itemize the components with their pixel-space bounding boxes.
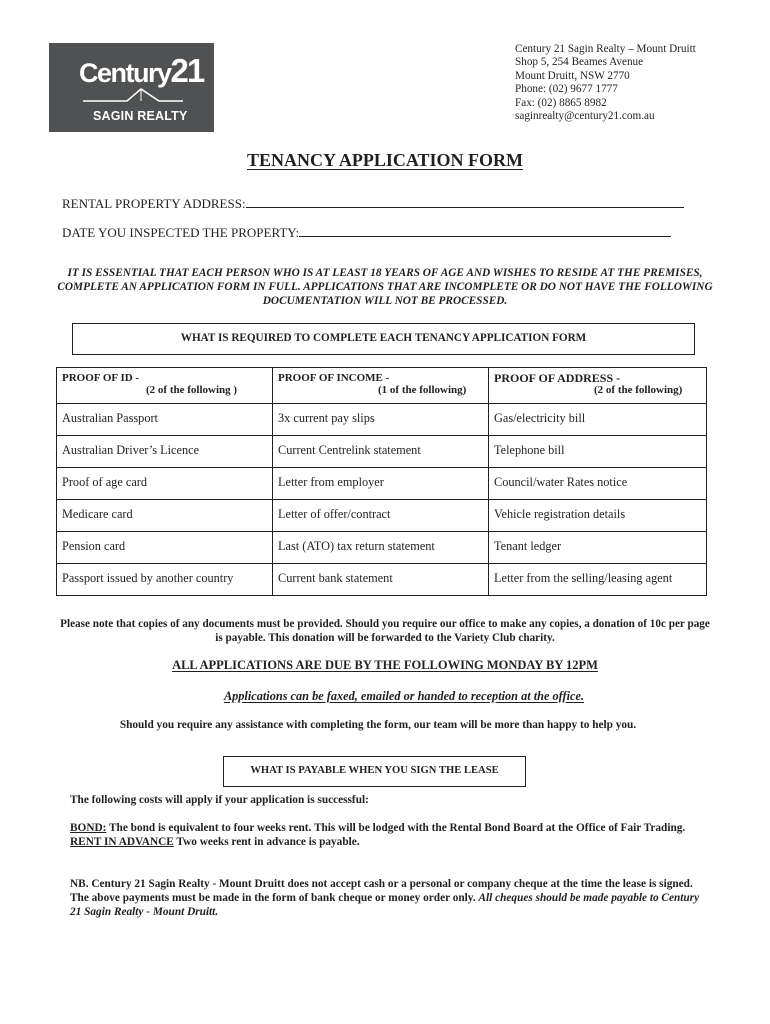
office-street: Shop 5, 254 Beames Avenue	[515, 56, 644, 69]
table-row	[57, 468, 707, 500]
table-cell: Current bank statement	[273, 564, 489, 596]
table-row	[57, 500, 707, 532]
proof-of-id-header: PROOF OF ID - (2 of the following )	[57, 368, 273, 404]
office-email: saginrealty@century21.com.au	[515, 110, 655, 123]
office-address	[515, 43, 696, 123]
copies-note: Please note that copies of any documents must be provided. Should you require our office to make any copies, a donation of 10c per page is payable. This donation will be forwarded to the Variety Club charity.	[60, 618, 710, 644]
required-documents-table	[56, 367, 707, 596]
proof-of-address-header: PROOF OF ADDRESS - (2 of the following)	[489, 368, 707, 404]
table-cell: Telephone bill	[489, 436, 707, 468]
bond-and-rent-section	[70, 821, 710, 849]
proof-of-income-header: PROOF OF INCOME - (1 of the following)	[273, 368, 489, 404]
office-fax: Fax: (02) 8865 8982	[515, 96, 607, 109]
table-cell: Letter from the selling/leasing agent	[489, 564, 707, 596]
rent-advance-label: RENT IN ADVANCE	[70, 836, 174, 848]
office-suburb: Mount Druitt, NSW 2770	[515, 69, 630, 82]
table-cell: 3x current pay slips	[273, 404, 489, 436]
page-title: TENANCY APPLICATION FORM	[246, 150, 523, 170]
payment-method-note	[70, 877, 710, 919]
submission-methods: Applications can be faxed, emailed or handed to reception at the office.	[223, 689, 585, 703]
rent-advance-text: Two weeks rent in advance is payable.	[173, 836, 360, 848]
assistance-note: Should you require any assistance with completing the form, our team will be more than happy to help you.	[119, 719, 637, 731]
table-cell: Medicare card	[57, 500, 273, 532]
table-row	[57, 436, 707, 468]
required-heading-box: WHAT IS REQUIRED TO COMPLETE EACH TENANCY APPLICATION FORM	[72, 323, 695, 355]
table-cell: Last (ATO) tax return statement	[273, 532, 489, 564]
costs-intro: The following costs will apply if your application is successful:	[70, 794, 369, 806]
bond-label: BOND:	[70, 822, 107, 834]
table-row	[57, 404, 707, 436]
cheque-payee-note: All cheques should be made payable to Century 21 Sagin Realty - Mount Druitt.	[70, 892, 700, 918]
inspection-date-label: DATE YOU INSPECTED THE PROPERTY:	[62, 225, 300, 240]
table-cell: Tenant ledger	[489, 532, 707, 564]
table-cell: Australian Passport	[57, 404, 273, 436]
century21-logo	[49, 43, 214, 132]
table-cell: Gas/electricity bill	[489, 404, 707, 436]
table-cell: Letter of offer/contract	[273, 500, 489, 532]
office-name: Century 21 Sagin Realty – Mount Druitt	[515, 43, 696, 55]
house-roofline-icon	[83, 87, 183, 103]
table-cell: Council/water Rates notice	[489, 468, 707, 500]
rental-address-field[interactable]	[62, 195, 684, 212]
office-phone: Phone: (02) 9677 1777	[515, 83, 618, 96]
table-cell: Current Centrelink statement	[273, 436, 489, 468]
table-header-row	[57, 368, 707, 404]
logo-wordmark: Century21	[79, 52, 204, 89]
essential-notice: IT IS ESSENTIAL THAT EACH PERSON WHO IS AT LEAST 18 YEARS OF AGE AND WISHES TO RESIDE AT THE PREMISES, COMPLETE AN APPLICATION FORM IN FULL. APPLICATIONS THAT ARE INCOMPLETE OR DO NOT HAVE THE FOLLOWING DOCUMENTATION WILL NOT BE PROCESSED.	[57, 267, 713, 307]
table-cell: Passport issued by another country	[57, 564, 273, 596]
table-cell: Proof of age card	[57, 468, 273, 500]
table-cell: Vehicle registration details	[489, 500, 707, 532]
logo-subtitle: SAGIN REALTY	[93, 109, 188, 123]
table-cell: Australian Driver’s Licence	[57, 436, 273, 468]
table-cell: Letter from employer	[273, 468, 489, 500]
table-row	[57, 532, 707, 564]
rental-address-label: RENTAL PROPERTY ADDRESS:	[62, 196, 246, 211]
rental-address-input-line[interactable]	[246, 195, 684, 208]
bond-text: The bond is equivalent to four weeks rent. This will be lodged with the Rental Bond Board at the Office of Fair Trading.	[106, 822, 686, 834]
table-row	[57, 564, 707, 596]
due-date-notice: ALL APPLICATIONS ARE DUE BY THE FOLLOWING MONDAY BY 12PM	[172, 658, 598, 672]
inspection-date-field[interactable]	[62, 224, 671, 241]
table-cell: Pension card	[57, 532, 273, 564]
nb-text: NB. Century 21 Sagin Realty - Mount Druitt does not accept cash or a personal or company cheque at the time the lease is signed. The above payments must be made in the form of bank cheque or money order only.	[70, 878, 693, 904]
inspection-date-input-line[interactable]	[299, 224, 671, 237]
payable-heading-box: WHAT IS PAYABLE WHEN YOU SIGN THE LEASE	[223, 756, 526, 787]
